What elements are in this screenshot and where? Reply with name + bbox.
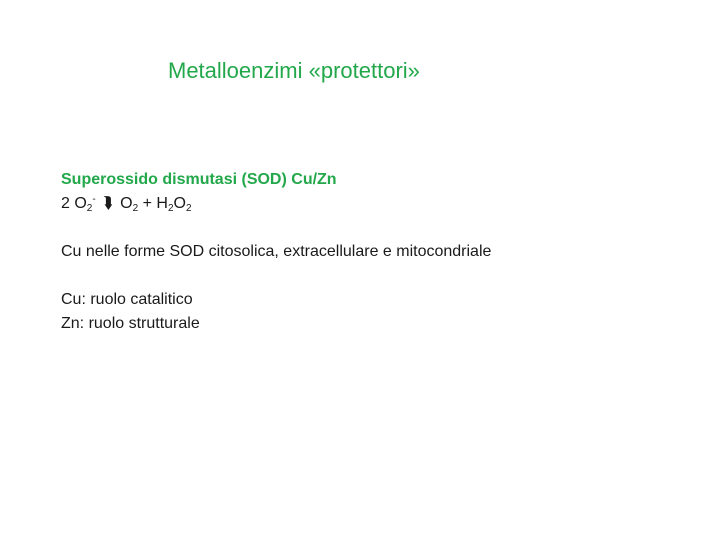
product-oxygen: O xyxy=(120,195,133,212)
product-o: O xyxy=(173,195,186,212)
reactant-charge: - xyxy=(92,194,96,205)
cu-role-text: Cu: ruolo catalitico xyxy=(61,291,193,308)
product-plus-h: + H xyxy=(142,195,168,212)
enzyme-name: Superossido dismutasi (SOD) Cu/Zn xyxy=(61,171,337,188)
reaction-arrow-icon: ⮯ xyxy=(103,195,113,212)
sod-forms-text: Cu nelle forme SOD citosolica, extracellulare e mitocondriale xyxy=(61,243,492,260)
reaction-equation xyxy=(61,192,681,216)
zn-role-text: Zn: ruolo strutturale xyxy=(61,315,200,332)
reactant-coefficient: 2 O xyxy=(61,195,87,212)
slide-title: Metalloenzimi «protettori» xyxy=(168,58,420,83)
product-oxygen-subscript: 2 xyxy=(132,203,139,214)
product-h-subscript: 2 xyxy=(167,203,174,214)
product-o-subscript: 2 xyxy=(185,203,192,214)
slide-body xyxy=(61,168,681,336)
reactant-subscript: 2 xyxy=(86,203,93,214)
spacer xyxy=(61,264,681,288)
spacer xyxy=(61,216,681,240)
